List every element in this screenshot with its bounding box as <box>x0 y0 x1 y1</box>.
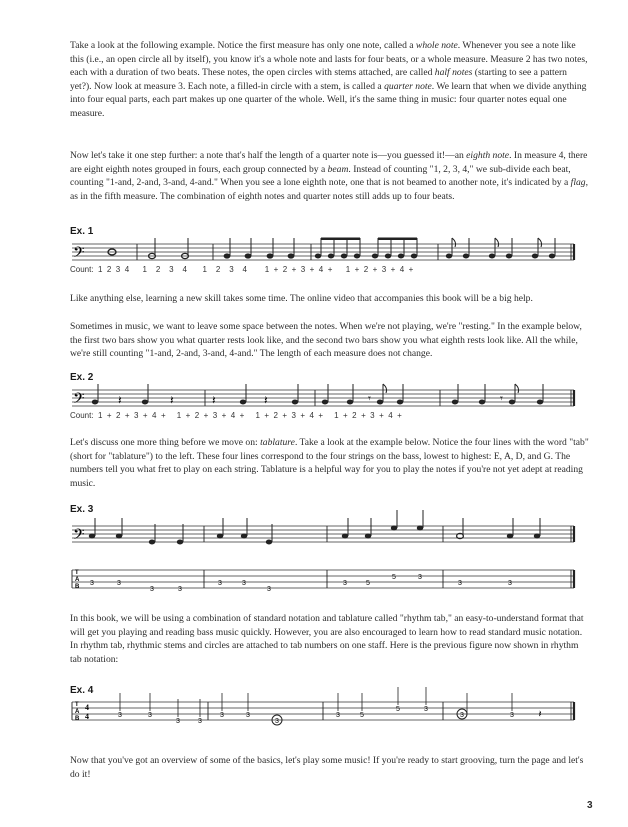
svg-text:B: B <box>75 584 80 590</box>
svg-text:4: 4 <box>85 703 89 712</box>
svg-text:5: 5 <box>392 574 396 581</box>
rhythm-tab-frets <box>118 687 541 725</box>
svg-text:4: 4 <box>85 712 89 721</box>
example-3-tab <box>0 562 628 602</box>
notation-notes-2 <box>217 518 272 545</box>
svg-text:𝄽: 𝄽 <box>118 393 122 407</box>
bass-clef-icon: 𝄢 <box>73 244 85 265</box>
svg-text:3: 3 <box>508 580 512 587</box>
svg-text:3: 3 <box>275 718 279 725</box>
text-run: Now that you've got an overview of some of the basics, let's play some music! If you're ready to start grooving, turn the page and let's do it! <box>70 755 584 780</box>
svg-text:3: 3 <box>418 574 422 581</box>
staff-lines <box>72 526 574 542</box>
svg-text:5: 5 <box>360 712 364 719</box>
example-3-staff <box>0 514 628 554</box>
tab-fret-numbers <box>90 574 512 593</box>
svg-text:3: 3 <box>198 718 202 725</box>
svg-text:A: A <box>75 577 80 583</box>
example-4-label: Ex. 4 <box>70 685 94 696</box>
svg-text:3: 3 <box>510 712 514 719</box>
example-4-rhythm-tab <box>0 692 628 732</box>
example-2-count: Count: 1 + 2 + 3 + 4 + 1 + 2 + 3 + 4 + 1 + 2 + 3 + 4 + 1 + 2 + 3 + 4 + <box>70 411 402 420</box>
text-run: (starting to see a pattern yet?). Now look at measure 3. Each note, a filled-in circle with a stem, is called a <box>70 67 567 92</box>
tab-letters <box>75 570 80 590</box>
svg-text:5: 5 <box>366 580 370 587</box>
text-run: . We learn that when we divide anything into four equal parts, each part makes up one quarter of the whole. Well, it's the same thing in music: four quarter notes equal one measure. <box>70 80 587 119</box>
italic-term: quarter note <box>384 80 432 92</box>
tab-letters <box>75 702 80 722</box>
italic-term: tablature <box>260 437 295 448</box>
svg-text:B: B <box>75 716 80 722</box>
example-1-count: Count: 1 2 3 4 1 2 3 4 1 2 3 4 1 + 2 + 3 + 4 + 1 + 2 + 3 + 4 + <box>70 265 414 274</box>
svg-text:𝄽: 𝄽 <box>170 393 174 407</box>
paragraph-eighth-notes <box>70 149 590 203</box>
svg-text:T: T <box>75 702 79 708</box>
paragraph-tablature <box>70 436 590 490</box>
example-1-label: Ex. 1 <box>70 226 94 237</box>
quarter-notes-and-rests <box>92 384 174 407</box>
text-run: In this book, we will be using a combination of standard notation and tablature called "rhythm tab," an easy-to-understand format that will get you playing and reading bass music quickly. However, you are also encouraged to learn how to read standard music notation. In rhythm tab, rhythmic stems and circles are attached to tab numbers on one staff. Here is the previous figure now shown in rhythm tab notation: <box>70 613 584 665</box>
svg-text:3: 3 <box>90 580 94 587</box>
svg-text:3: 3 <box>148 712 152 719</box>
italic-term: half notes <box>434 67 473 79</box>
text-run: . In measure 4, there are eight eighth notes grouped in fours, each group connected by a <box>70 150 588 175</box>
text-run: . Whenever you see a note like this (i.e., an open circle all by itself), you know it's a whole note and lasts for four beats, or a whole measure. Measure 2 has two notes, each with a duration of two beats. These notes, the open circles with stems attached, are called <box>70 40 588 79</box>
svg-text:3: 3 <box>242 580 246 587</box>
svg-text:3: 3 <box>150 586 154 593</box>
svg-text:3: 3 <box>458 580 462 587</box>
text-run: Let's discuss one more thing before we move on: <box>70 437 261 448</box>
italic-term: beam <box>327 163 349 175</box>
paragraph-rhythm-tab <box>70 612 590 666</box>
svg-text:3: 3 <box>460 712 464 719</box>
svg-text:T: T <box>75 570 79 576</box>
svg-text:A: A <box>75 709 80 715</box>
svg-text:𝄽: 𝄽 <box>264 393 268 407</box>
rests-and-quarter-notes <box>212 384 298 407</box>
notation-notes <box>89 518 183 545</box>
paragraph-learning-skill <box>70 292 590 306</box>
italic-term: eighth note <box>466 150 510 161</box>
svg-text:5: 5 <box>396 706 400 713</box>
text-run: Now let's take it one step further: a note that's half the length of a quarter note is—you guessed it!—an <box>70 150 467 161</box>
svg-text:3: 3 <box>424 706 428 713</box>
svg-text:3: 3 <box>267 586 271 593</box>
bass-clef-icon: 𝄢 <box>73 390 85 411</box>
tab-lines <box>72 570 574 588</box>
svg-text:3: 3 <box>343 580 347 587</box>
paragraph-whole-half-quarter-notes <box>70 39 590 121</box>
svg-text:𝄽: 𝄽 <box>212 393 216 407</box>
text-run: . Take a look at the example below. Notice the four lines with the word "tab" (short for "tablature") to the left. These four lines correspond to the four strings on the bass, lowest to highest: E, A, D, and G. The numbers tell you what fret to play on each string. Tablature is a helpful way for you to play the notes if you're not yet adept at reading music. <box>70 437 589 489</box>
example-2-label: Ex. 2 <box>70 372 94 383</box>
page-number: 3 <box>587 800 593 811</box>
italic-term: whole note <box>415 40 458 51</box>
svg-text:3: 3 <box>220 712 224 719</box>
text-run: Sometimes in music, we want to leave some space between the notes. When we're not playing, we're "resting." In the example below, the first two bars show you what quarter rests look like, and the second two bars show you what eighth rests look like. All the while, we're still counting "1-and, 2-and, 3-and, 4-and." The length of each measure does not change. <box>70 321 582 360</box>
notation-notes-4 <box>457 518 541 539</box>
text-run: , as in the fifth measure. The combination of eighth notes and quarter notes still adds up to four beats. <box>70 177 589 202</box>
svg-text:3: 3 <box>118 712 122 719</box>
text-run: Take a look at the following example. Notice the first measure has only one note, called a <box>70 40 416 51</box>
svg-text:3: 3 <box>117 580 121 587</box>
svg-text:3: 3 <box>178 586 182 593</box>
svg-text:𝄽: 𝄽 <box>538 709 542 720</box>
text-run: . Instead of counting "1, 2, 3, 4," we sub-divide each beat, counting "1-and, 2-and, 3-and, 4-and." When you see a lone eighth note, one that is not beamed to another note, it's indicated by a <box>70 163 571 189</box>
svg-text:3: 3 <box>246 712 250 719</box>
bass-clef-icon: 𝄢 <box>73 526 85 547</box>
paragraph-lets-play <box>70 754 590 781</box>
time-signature <box>85 703 89 721</box>
example-3-label: Ex. 3 <box>70 504 94 515</box>
italic-term: flag <box>570 177 586 189</box>
paragraph-rests <box>70 320 590 361</box>
text-run: Like anything else, learning a new skill takes some time. The online video that accompanies this book will be a big help. <box>70 293 533 304</box>
svg-text:𝄾: 𝄾 <box>368 392 371 405</box>
svg-text:𝄾: 𝄾 <box>500 392 503 405</box>
svg-text:3: 3 <box>218 580 222 587</box>
svg-text:3: 3 <box>336 712 340 719</box>
svg-text:3: 3 <box>176 718 180 725</box>
